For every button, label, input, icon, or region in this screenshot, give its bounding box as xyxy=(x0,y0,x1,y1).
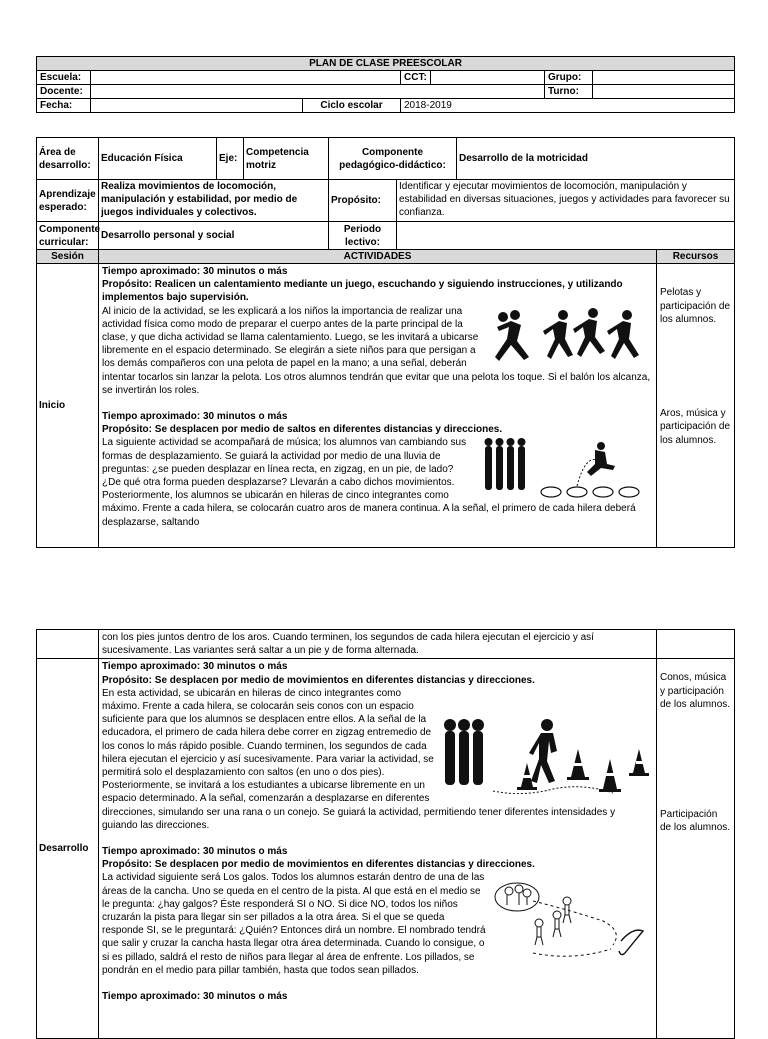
proposito-value: Identificar y ejecutar movimientos de locomoción, manipulación y estabilidad en diversas situaciones, juegos y actividades para favorecer su confianza. xyxy=(397,180,735,222)
area-value: Educación Física xyxy=(99,138,217,180)
periodo-value xyxy=(397,222,735,250)
grupo-label: Grupo: xyxy=(545,71,593,85)
session-inicio: Inicio xyxy=(37,264,99,548)
plan-title: PLAN DE CLASE PREESCOLAR xyxy=(37,57,735,71)
a2-text: La siguiente actividad se acompañará de música; los alumnos van cambiando sus formas de desplazamiento. Se guiará la actividad por medio de una lluvia de preguntas: ¿se pueden desplazar en línea recta, en zigzag, en un pie, de lado? ¿De qué otra forma pueden desplazarse? Llevarán a cabo dichos movimientos. Posteriormente, los alumnos se ubicarán en hileras de cinco integrantes como máximo. Frente a cada hilera, se colocarán cuatro aros de manera continua. A la señal, el primero de cada hilera deberá desplazarse, saltando xyxy=(102,437,636,528)
col-recursos: Recursos xyxy=(657,250,735,264)
continuation-text: con los pies juntos dentro de los aros. Cuando terminen, los segundos de cada hilera ejecutan el ejercicio y así sucesivamente. Las variantes será saltar a un pie y de forma alternada. xyxy=(99,630,657,659)
children-cones-illustration xyxy=(443,717,653,801)
componente-curricular-label: Componente curricular: xyxy=(37,222,99,250)
plan-table-continued xyxy=(36,629,735,1039)
a4-text: La actividad siguiente será Los galos. Todos los alumnos estarán dentro de una de las áreas de la cancha. Uno se queda en el centro de la pista. Al que está en el medio se le pregunta: ¿hay galgos? Éste responderá SI o NO. Si dice NO, todos los niños cruzarán la pista para llegar sin ser pillados a la otra área. Si el que se queda responde SI, se le preguntará: ¿Quién? Entonces dirá un nombre. El nombrado tendrá que salir y cruzar la cancha hasta llegar otra área determinada. Cuando lo consigue, o si es pillado, saldrá el resto de niños para llegar al área de enfrente. Los pillados, se pondrán en el medio para pillar también, hasta que todos sean pillados. xyxy=(102,872,486,976)
a3-text: En esta actividad, se ubicarán en hileras de cinco integrantes como máximo. Frente a cada hilera, se colocarán seis conos con un espacio suficiente para que los alumnos se desplacen entre ellos. A la señal de la educadora, el primero de cada hilera debe correr en zigzag entremedio de los conos lo más rápido posible. Cuando terminen, los segundos de cada hilera ejecutan el ejercicio y así sucesivamente. Para variar la actividad, se permitirá solo el desplazamiento con saltos (en uno o dos pies). Posteriormente, se invitará a los estudiantes a ubicarse libremente en un espacio determinado. A la señal, comenzarán a desplazarse en diferentes direcciones, simulando ser una rana o un conejo. Se guiará la actividad, permitiendo tener diferentes intensidades y guiando las direcciones. xyxy=(102,687,616,831)
periodo-label: Periodo lectivo: xyxy=(329,222,397,250)
a2-resources: Aros, música y participación de los alumnos. xyxy=(660,407,731,446)
inicio-activities xyxy=(99,264,657,548)
a3-time: Tiempo aproximado: 30 minutos o más xyxy=(102,661,288,673)
aprendizaje-label: Aprendizaje esperado: xyxy=(37,180,99,222)
fecha-value xyxy=(91,99,303,113)
proposito-label: Propósito: xyxy=(329,180,397,222)
turno-label: Turno: xyxy=(545,85,593,99)
a3-purpose: Propósito: Se desplacen por medio de movimientos en diferentes distancias y direcciones. xyxy=(102,674,535,686)
continuation-resources-cell xyxy=(657,630,735,659)
fecha-label: Fecha: xyxy=(37,99,91,113)
a1-text: Al inicio de la actividad, se les explicará a los niños la importancia de realizar una actividad física como modo de preparar el cuerpo antes de la parte principal de la clase, y que dicha actividad se llama calentamiento. Luego, se les invitará a ubicarse libremente en el espacio determinado. Se elegirán a siete niños para que persigan a los demás compañeros con una pelota de papel en la mano; a una señal, deberán intentar tocarlos sin lanzar la pelota. Los otros alumnos tendrán que evitar que una pelota los toque. Si el balón los alcanza, se invertirán los roles. xyxy=(102,305,651,396)
header-table xyxy=(36,56,735,113)
a1-resources: Pelotas y participación de los alumnos. xyxy=(660,287,731,325)
componente-pd-label: Componente pedagógico-didáctico: xyxy=(329,138,457,180)
docente-value xyxy=(91,85,545,99)
turno-value xyxy=(593,85,735,99)
a2-purpose: Propósito: Se desplacen por medio de saltos en diferentes distancias y direcciones. xyxy=(102,424,503,436)
ciclo-value: 2018-2019 xyxy=(401,99,735,113)
a1-time: Tiempo aproximado: 30 minutos o más xyxy=(102,266,288,277)
escuela-value xyxy=(91,71,401,85)
col-sesion: Sesión xyxy=(37,250,99,264)
ciclo-label: Ciclo escolar xyxy=(303,99,401,113)
a1-purpose: Propósito: Realicen un calentamiento mediante un juego, escuchando y siguiendo instrucciones, y utilizando implementos bajo supervisión. xyxy=(102,279,623,304)
running-children-illustration xyxy=(493,305,653,371)
componente-pd-value: Desarrollo de la motricidad xyxy=(457,138,735,180)
a4-resources: Participación de los alumnos. xyxy=(660,808,731,834)
area-label: Área de desarrollo: xyxy=(37,138,99,180)
a3-resources: Conos, música y participación de los alumnos. xyxy=(660,672,731,711)
a4-purpose: Propósito: Se desplacen por medio de movimientos en diferentes distancias y direcciones. xyxy=(102,859,535,871)
inicio-resources xyxy=(657,264,735,548)
grupo-value xyxy=(593,71,735,85)
componente-curricular-value: Desarrollo personal y social xyxy=(99,222,329,250)
cct-value xyxy=(431,71,545,85)
desarrollo-resources xyxy=(657,659,735,1039)
eje-label: Eje: xyxy=(217,138,244,180)
docente-label: Docente: xyxy=(37,85,91,99)
competencia-value: Competencia motriz xyxy=(244,138,329,180)
cct-label: CCT: xyxy=(401,71,431,85)
escuela-label: Escuela: xyxy=(37,71,91,85)
plan-table xyxy=(36,137,735,548)
galgos-game-illustration xyxy=(493,871,653,967)
children-jumping-hoops-illustration xyxy=(481,436,653,502)
aprendizaje-value: Realiza movimientos de locomoción, manipulación y estabilidad, por medio de juegos individuales y colectivos. xyxy=(99,180,329,222)
a4-time: Tiempo aproximado: 30 minutos o más xyxy=(102,846,288,858)
a5-time: Tiempo aproximado: 30 minutos o más xyxy=(102,991,288,1003)
session-desarrollo: Desarrollo xyxy=(37,659,99,1039)
desarrollo-activities xyxy=(99,659,657,1039)
col-actividades: ACTIVIDADES xyxy=(99,250,657,264)
a2-time: Tiempo aproximado: 30 minutos o más xyxy=(102,411,288,423)
continuation-session-cell xyxy=(37,630,99,659)
